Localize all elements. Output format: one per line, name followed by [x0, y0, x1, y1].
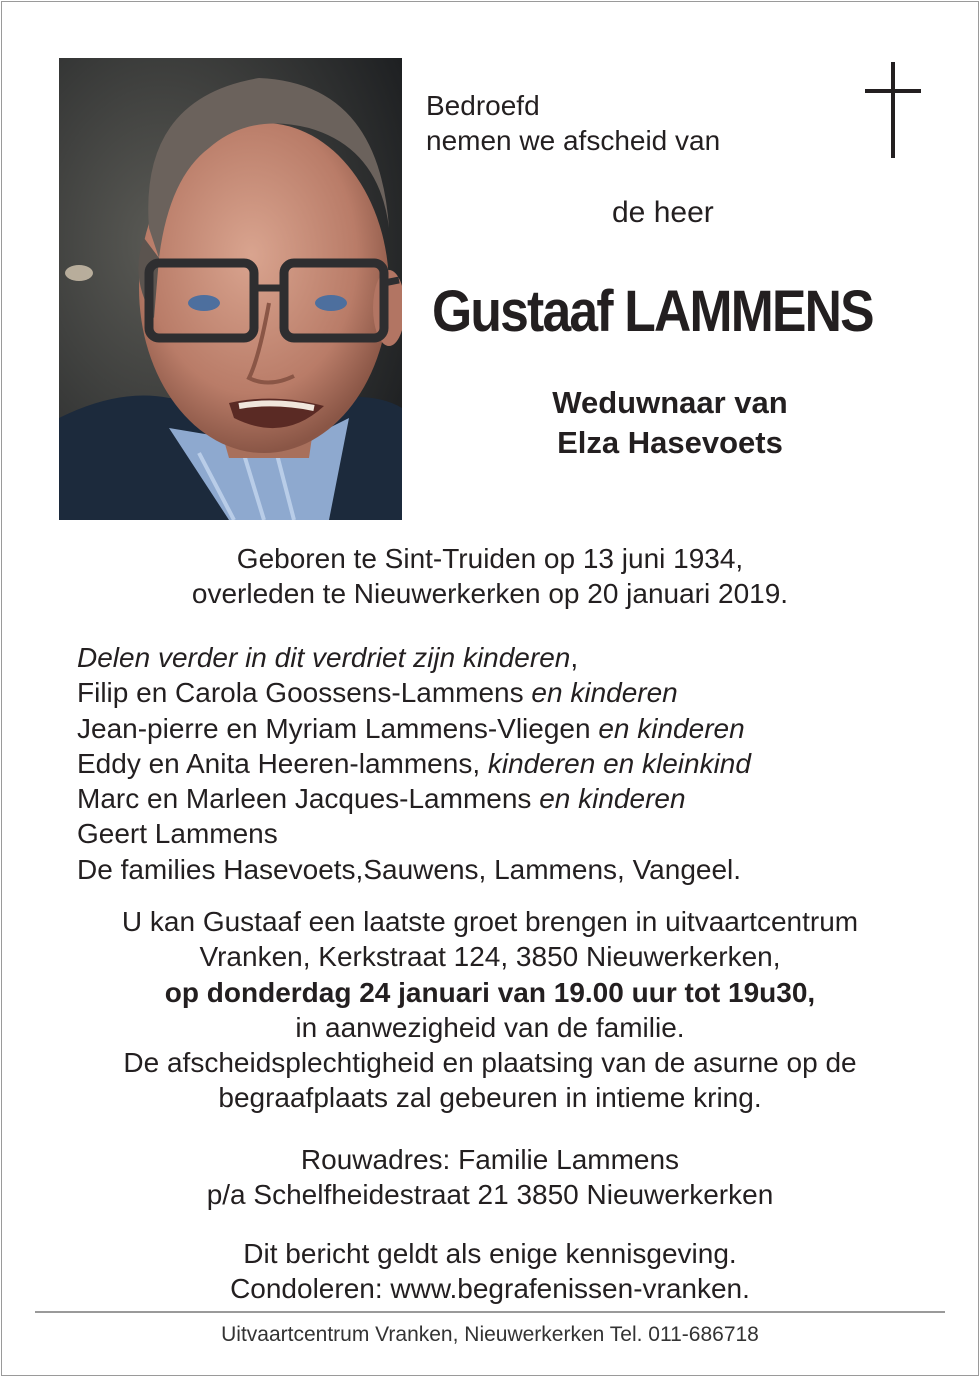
condolence-link[interactable]: Condoleren: www.begrafenissen-vranken.	[230, 1273, 750, 1304]
honorific: de heer	[612, 196, 714, 229]
intro-line-2: nemen we afscheid van	[426, 125, 721, 156]
widower-line-1: Weduwnaar van	[552, 385, 788, 420]
family-intro: Delen verder in dit verdriet zijn kinderen,	[77, 642, 579, 673]
cross-icon	[863, 62, 923, 160]
notice-line-1: Dit bericht geldt als enige kennisgeving.	[243, 1238, 737, 1269]
footer-text: Uitvaartcentrum Vranken, Nieuwerkerken Tel. 011-686718	[221, 1323, 759, 1346]
family-row: Geert Lammens	[77, 818, 278, 850]
family-row: De families Hasevoets,Sauwens, Lammens, Vangeel.	[77, 853, 742, 885]
portrait-photo	[59, 58, 402, 520]
family-row: Jean-pierre en Myriam Lammens-Vliegen en kinderen	[77, 712, 745, 744]
widower-line-2: Elza Hasevoets	[557, 425, 783, 460]
intro-text	[426, 88, 720, 158]
divider	[35, 1311, 945, 1313]
birth-death-info	[0, 541, 980, 611]
death-line: overleden te Nieuwerkerken op 20 januari 2019.	[191, 578, 789, 609]
family-list	[77, 640, 751, 887]
intro-line-1: Bedroefd	[426, 90, 540, 121]
address-line-1: Rouwadres: Familie Lammens	[300, 1144, 680, 1175]
visitation-info	[0, 904, 980, 1116]
notice	[0, 1236, 980, 1306]
birth-line: Geboren te Sint-Truiden op 13 juni 1934,	[236, 543, 744, 574]
deceased-name: Gustaaf LAMMENS	[432, 279, 873, 344]
visit-date: op donderdag 24 januari van 19.00 uur tot 19u30,	[164, 976, 816, 1008]
widower-text	[520, 383, 820, 463]
family-row: Marc en Marleen Jacques-Lammens en kinderen	[77, 783, 686, 815]
address-line-2: p/a Schelfheidestraat 21 3850 Nieuwerkerken	[206, 1179, 774, 1210]
visit-line-2: Vranken, Kerkstraat 124, 3850 Nieuwerkerken,	[199, 941, 781, 973]
family-row: Filip en Carola Goossens-Lammens en kinderen	[77, 677, 678, 709]
visit-line-6: begraafplaats zal gebeuren in intieme kring.	[218, 1082, 762, 1114]
visit-line-1: U kan Gustaaf een laatste groet brengen in uitvaartcentrum	[121, 906, 859, 937]
family-row: Eddy en Anita Heeren-lammens, kinderen en kleinkind	[77, 747, 751, 779]
mourning-address	[0, 1142, 980, 1212]
visit-line-5: De afscheidsplechtigheid en plaatsing van de asurne op de	[123, 1047, 857, 1079]
visit-line-4: in aanwezigheid van de familie.	[295, 1011, 685, 1043]
